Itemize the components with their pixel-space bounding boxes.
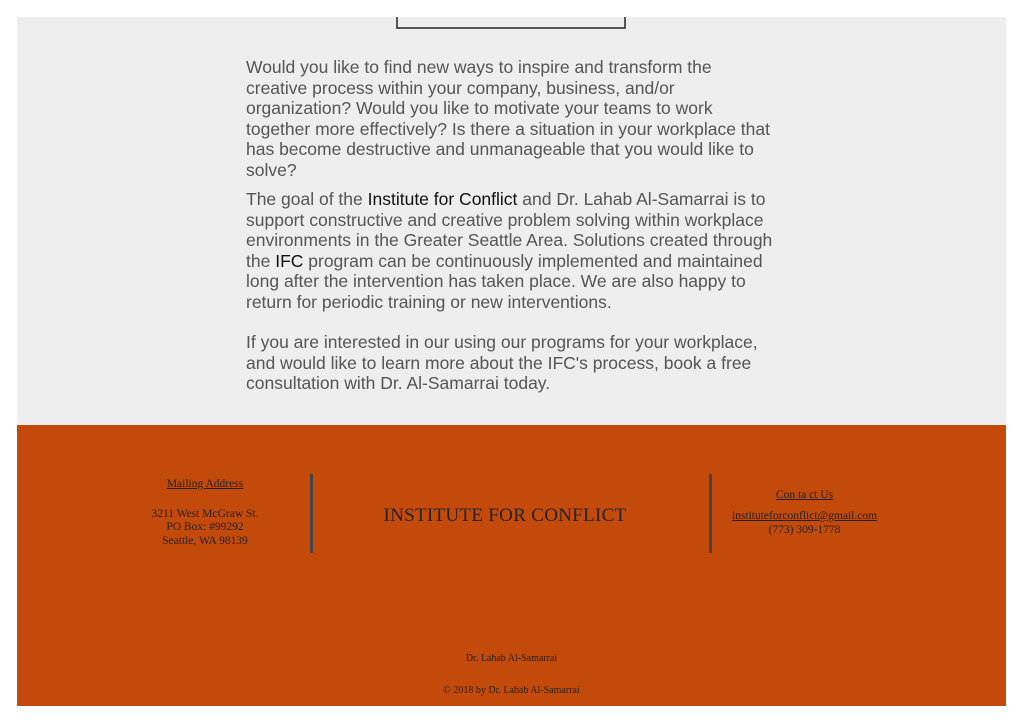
footer-author: Dr. Lahab Al-Samarrai bbox=[465, 653, 558, 664]
contact-block bbox=[722, 488, 887, 537]
address-line-2: PO Box: #99292 bbox=[166, 521, 244, 534]
intro-paragraph-1: Would you like to find new ways to inspire and transform the creative process within your company, business, and/or organization? Would you like to motivate your teams to work together more effectively? Is there a situation in your workplace that has become destructive and unmanageable that you would like to solve? bbox=[246, 57, 770, 180]
intro-p2-text-c: program can be continuously implemented and maintained long after the intervention has taken place. We are also happy to return for periodic training or new interventions. bbox=[246, 250, 763, 312]
phone-number: (773) 309-1778 bbox=[768, 524, 841, 536]
mailing-address-block bbox=[130, 478, 280, 548]
top-box-frame bbox=[396, 17, 626, 29]
intro-p2-text-b: and Dr. Lahab Al-Samarrai is to support constructive and creative problem solving within workplace environments in the Greater Seattle Area. Solutions created through the bbox=[246, 189, 773, 271]
address-line-3: Seattle, WA 98139 bbox=[162, 534, 248, 547]
org-name-text: Institute for Conflict bbox=[367, 189, 518, 209]
footer-divider-left bbox=[310, 474, 313, 553]
mailing-address-heading[interactable]: Mailing Address bbox=[166, 478, 244, 490]
footer-divider-right bbox=[709, 474, 712, 553]
intro-p2-text-a: The goal of the bbox=[246, 189, 368, 209]
address-line-1: 3211 West McGraw St. bbox=[151, 507, 259, 520]
intro-paragraph-2 bbox=[246, 189, 776, 313]
email-link[interactable]: instituteforconflict@gmail.com bbox=[731, 510, 878, 522]
contact-us-link[interactable]: Con ta ct Us bbox=[775, 489, 834, 501]
footer-copyright: © 2018 by Dr. Lahab Al-Samarrai bbox=[443, 685, 580, 696]
ifc-text: IFC bbox=[275, 250, 304, 271]
intro-paragraph-3: If you are interested in our using our programs for your workplace, and would like to learn more about the IFC's process, book a free consultation with Dr. Al-Samarrai today. bbox=[246, 332, 758, 394]
footer-brand-title: INSTITUTE FOR CONFLICT bbox=[383, 505, 627, 526]
